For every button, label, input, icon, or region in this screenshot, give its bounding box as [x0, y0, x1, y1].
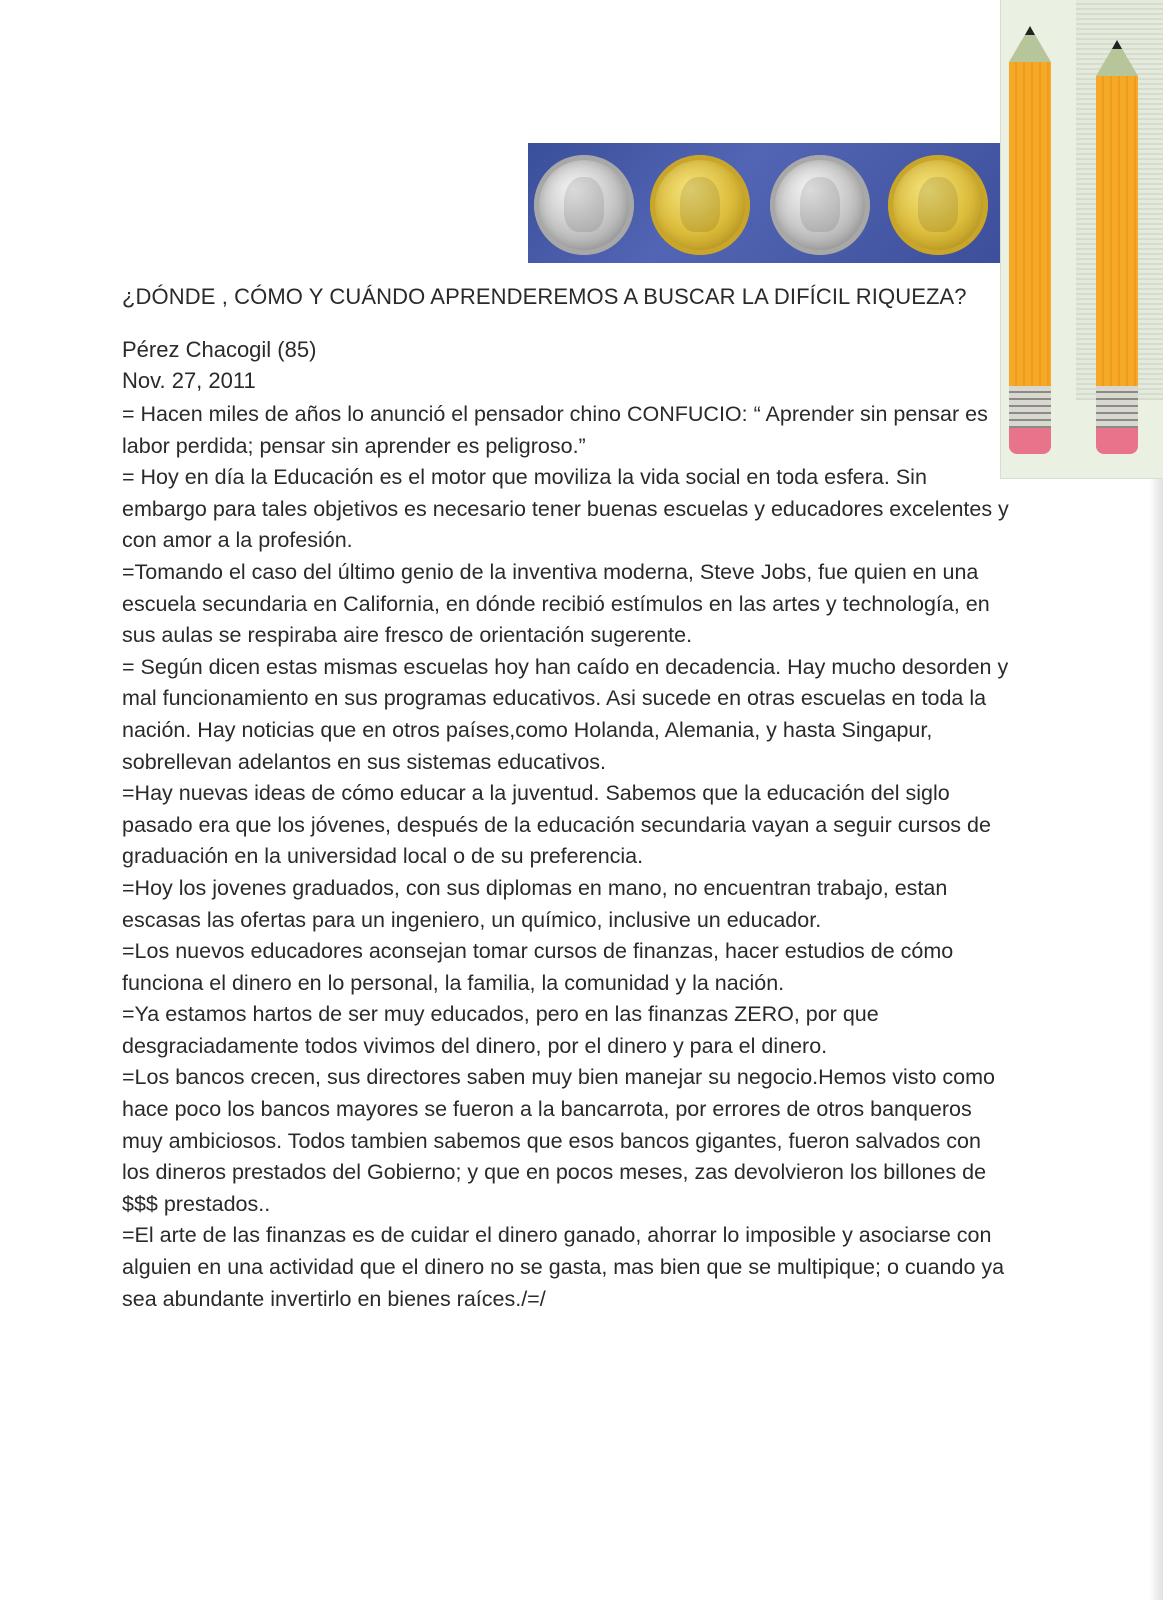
- paragraph: =El arte de las finanzas es de cuidar el dinero ganado, ahorrar lo imposible y asociarse con alguien en una actividad que el dinero no se gasta, mas bien que se multipique; o cuando ya sea abundante invertirlo en bienes raíces./=/: [122, 1223, 1005, 1311]
- paragraph: = Hacen miles de años lo anunció el pensador chino CONFUCIO: “ Aprender sin pensar es labor perdida; pensar sin aprender es peligroso.”: [122, 402, 988, 458]
- gold-coin-icon: [650, 155, 750, 255]
- silver-coin-icon: [770, 155, 870, 255]
- paragraph: =Ya estamos hartos de ser muy educados, pero en las finanzas ZERO, por que desgraciadamente todos vivimos del dinero, por el dinero y para el dinero.: [122, 1002, 879, 1058]
- gold-coin-icon: [888, 155, 988, 255]
- date-line: Nov. 27, 2011: [122, 368, 256, 393]
- paragraph: = Según dicen estas mismas escuelas hoy han caído en decadencia. Hay mucho desorden y mal funcionamiento en sus programas educativos. Asi sucede en otras escuelas en toda la nación. Hay noticias que en otros países,como Holanda, Alemania, y hasta Singapur, sobrellevan adelantos en sus sistemas educativos.: [122, 654, 1009, 774]
- article-body: [122, 399, 1012, 1315]
- silver-coin-icon: [534, 155, 634, 255]
- pencil-icon: [1096, 40, 1138, 454]
- pencil-icon: [1009, 26, 1051, 454]
- paragraph: =Los nuevos educadores aconsejan tomar cursos de finanzas, hacer estudios de cómo funciona el dinero en lo personal, la familia, la comunidad y la nación.: [122, 939, 954, 995]
- pencils-sticker-image: [1000, 0, 1163, 479]
- paragraph: = Hoy en día la Educación es el motor que moviliza la vida social en toda esfera. Sin embargo para tales objetivos es necesario tener buenas escuelas y educadores excelentes y con amor a la profesión.: [122, 465, 1009, 553]
- paragraph: =Hoy los jovenes graduados, con sus diplomas en mano, no encuentran trabajo, estan escasas las ofertas para un ingeniero, un químico, inclusive un educador.: [122, 875, 948, 932]
- coins-image: [528, 143, 1004, 263]
- document-title: ¿DÓNDE , CÓMO Y CUÁNDO APRENDEREMOS A BUSCAR LA DIFÍCIL RIQUEZA?: [122, 284, 967, 309]
- paragraph: =Tomando el caso del último genio de la inventiva moderna, Steve Jobs, fue quien en una escuela secundaria en California, en dónde recibió estímulos en las artes y technología, en sus aulas se respiraba aire fresco de orientación sugerente.: [122, 559, 990, 648]
- paragraph: =Hay nuevas ideas de cómo educar a la juventud. Sabemos que la educación del siglo pasado era que los jóvenes, después de la educación secundaria vayan a seguir cursos de graduación en la universidad local o de su preferencia.: [122, 781, 991, 869]
- author-line: Pérez Chacogil (85): [122, 337, 317, 362]
- paragraph: =Los bancos crecen, sus directores saben muy bien manejar su negocio.Hemos visto como hace poco los bancos mayores se fueron a la bancarrota, por errores de otros banqueros muy ambiciosos. Todos tambien sabemos que esos bancos gigantes, fueron salvados con los dineros prestados del Gobierno; y que en pocos meses, zas devolvieron los billones de $$$ prestados..: [122, 1065, 995, 1216]
